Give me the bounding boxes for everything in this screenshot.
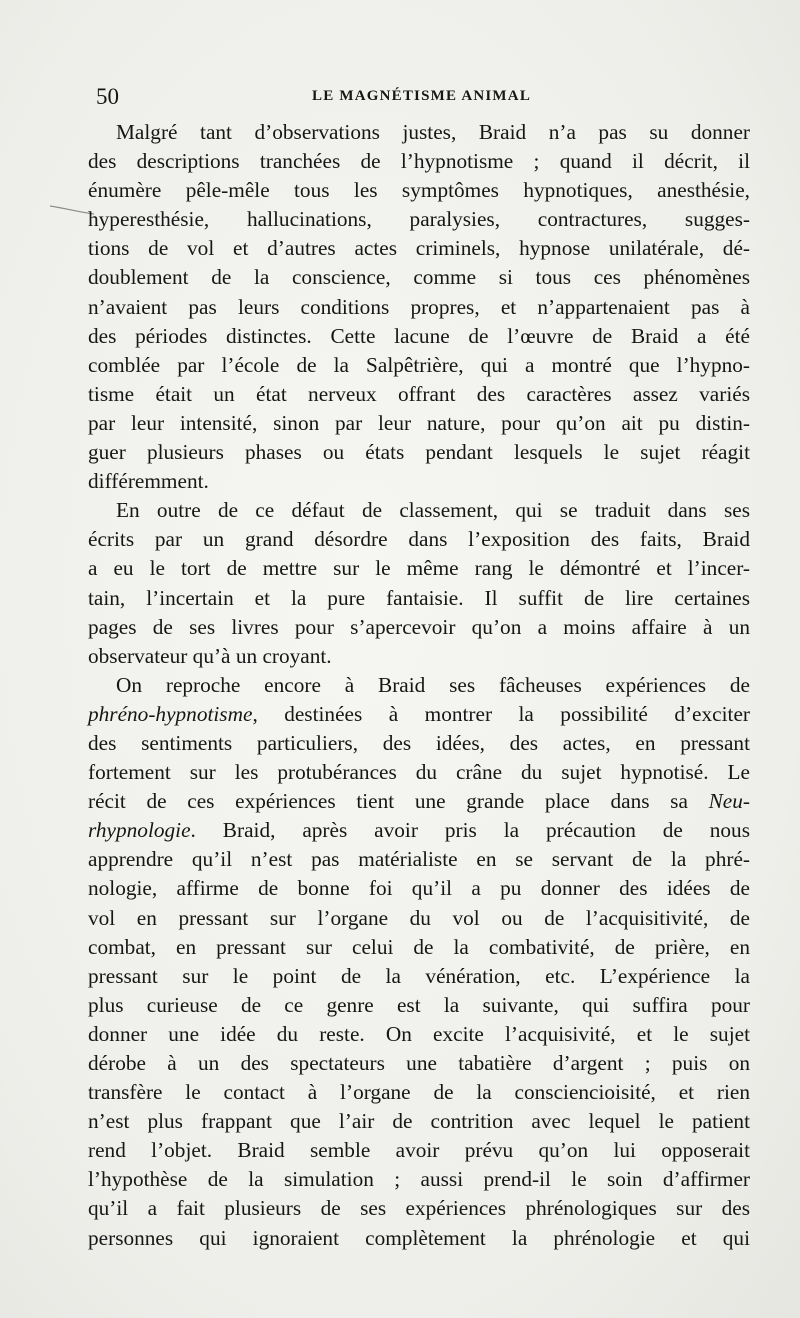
running-head: LE MAGNÉTISME ANIMAL bbox=[312, 88, 532, 104]
text-line: fortement sur les protubérances du crâne du sujet hypnotisé. Le bbox=[88, 760, 750, 785]
text-line: comblée par l’école de la Salpêtrière, qui a montré que l’hypno- bbox=[88, 352, 750, 377]
text-line: n’est plus frappant que l’air de contrition avec lequel le patient bbox=[88, 1109, 750, 1134]
text-line: nologie, affirme de bonne foi qu’il a pu donner des idées de bbox=[88, 876, 750, 901]
text-line: pressant sur le point de la vénération, etc. L’expérience la bbox=[88, 963, 750, 988]
text-line: tions de vol et d’autres actes criminels, hypnose unilatérale, dé- bbox=[88, 236, 750, 261]
text-line: plus curieuse de ce genre est la suivante, qui suffira pour bbox=[88, 992, 750, 1017]
text-line: observateur qu’à un croyant. bbox=[88, 643, 332, 668]
italic-term: Neu- bbox=[708, 789, 750, 814]
text-line: Malgré tant d’observations justes, Braid n’a pas su donner bbox=[116, 120, 750, 144]
text-line: qu’il a fait plusieurs de ses expériences phrénologiques sur des bbox=[88, 1196, 750, 1221]
text-line: vol en pressant sur l’organe du vol ou de l’acquisitivité, de bbox=[88, 905, 750, 930]
italic-term: phréno-hypnotisme bbox=[88, 701, 253, 726]
text-line: écrits par un grand désordre dans l’exposition des faits, Braid bbox=[88, 527, 750, 552]
body-text bbox=[88, 118, 750, 1253]
text-run: , destinées à montrer la possibilité d’exciter bbox=[252, 701, 750, 726]
page-header bbox=[96, 84, 756, 110]
text-line: On reproche encore à Braid ses fâcheuses expériences de bbox=[116, 672, 750, 697]
text-line: rend l’objet. Braid semble avoir prévu qu’on lui opposerait bbox=[88, 1138, 750, 1163]
text-line-mixed bbox=[88, 816, 750, 845]
text-line: dérobe à un des spectateurs une tabatière d’argent ; puis on bbox=[88, 1051, 750, 1075]
text-line: donner une idée du reste. On excite l’acquisivité, et le sujet bbox=[88, 1021, 750, 1046]
text-line: n’avaient pas leurs conditions propres, et n’appartenaient pas à bbox=[88, 294, 750, 319]
text-line: En outre de ce défaut de classement, qui se traduit dans ses bbox=[116, 498, 750, 523]
text-line: personnes qui ignoraient complètement la phrénologie et qui bbox=[88, 1225, 750, 1250]
text-line-mixed bbox=[88, 787, 750, 816]
text-line-mixed bbox=[88, 700, 750, 729]
text-line: l’hypothèse de la simulation ; aussi prend-il le soin d’affirmer bbox=[88, 1167, 750, 1192]
page-number: 50 bbox=[96, 84, 119, 109]
text-line: tain, l’incertain et la pure fantaisie. Il suffit de lire certaines bbox=[88, 585, 750, 610]
text-line: transfère le contact à l’organe de la consciencioisité, et rien bbox=[88, 1080, 750, 1105]
text-line: doublement de la conscience, comme si tous ces phénomènes bbox=[88, 265, 750, 290]
text-line: différemment. bbox=[88, 469, 209, 494]
text-line: guer plusieurs phases ou états pendant lesquels le sujet réagit bbox=[88, 440, 750, 465]
text-line: par leur intensité, sinon par leur nature, pour qu’on ait pu distin- bbox=[88, 410, 750, 435]
text-run: . Braid, après avoir pris la précaution de nous bbox=[190, 818, 750, 843]
italic-term: rhypnologie bbox=[88, 818, 191, 843]
text-line: combat, en pressant sur celui de la combativité, de prière, en bbox=[88, 934, 750, 959]
text-line: pages de ses livres pour s’apercevoir qu’on a moins affaire à un bbox=[88, 614, 750, 639]
text-line: a eu le tort de mettre sur le même rang le démontré et l’incer- bbox=[88, 556, 750, 581]
text-line: tisme était un état nerveux offrant des caractères assez variés bbox=[88, 381, 750, 406]
text-line: hyperesthésie, hallucinations, paralysies, contractures, sugges- bbox=[88, 207, 750, 232]
text-run: récit de ces expériences tient une grande place dans sa bbox=[88, 789, 709, 814]
text-line: des sentiments particuliers, des idées, des actes, en pressant bbox=[88, 730, 750, 755]
text-line: énumère pêle-mêle tous les symptômes hypnotiques, anesthésie, bbox=[88, 178, 750, 203]
text-line: apprendre qu’il n’est pas matérialiste en se servant de la phré- bbox=[88, 847, 750, 872]
text-line: des descriptions tranchées de l’hypnotisme ; quand il décrit, il bbox=[88, 149, 750, 174]
text-line: des périodes distinctes. Cette lacune de l’œuvre de Braid a été bbox=[88, 323, 750, 348]
